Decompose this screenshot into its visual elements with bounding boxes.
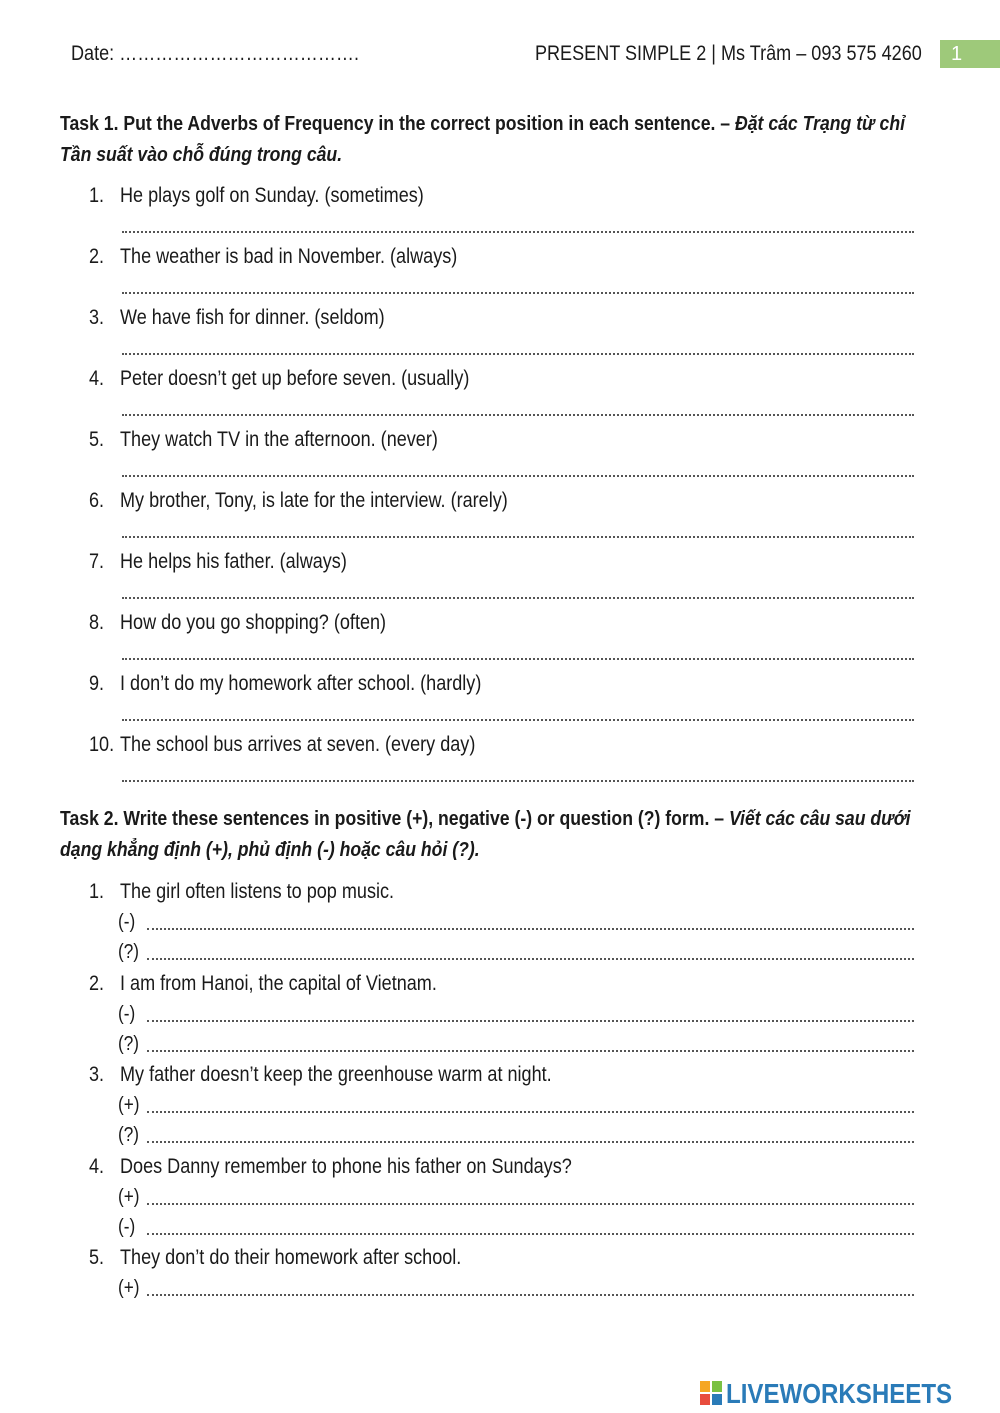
task1-title-vn-1: Đặt các Trạng từ chỉ <box>735 112 906 135</box>
task2-title-vn-2: dạng khẳng định (+), phủ định (-) hoặc câu hỏi (?). <box>60 838 480 861</box>
item-sentence: The weather is bad in November. (always) <box>120 245 458 268</box>
item-sentence: My father doesn’t keep the greenhouse warm at night. <box>120 1063 552 1086</box>
task1-item <box>89 488 914 548</box>
task1-heading <box>60 108 950 170</box>
answer-form-label: (+) <box>118 1277 140 1299</box>
item-number: 6. <box>89 489 105 512</box>
answer-row <box>118 910 914 934</box>
liveworksheets-logo[interactable] <box>700 1378 992 1410</box>
item-sentence: They don’t do their homework after school. <box>120 1246 462 1269</box>
answer-row <box>118 1215 914 1239</box>
task1-item <box>89 366 914 426</box>
answer-line[interactable] <box>122 780 914 782</box>
answer-row <box>118 1002 914 1026</box>
answer-line[interactable] <box>122 658 914 660</box>
item-sentence: How do you go shopping? (often) <box>120 611 387 634</box>
date-label: Date: …………………………………. <box>71 42 359 65</box>
answer-form-label: (?) <box>118 1032 140 1055</box>
answer-row <box>118 1123 914 1147</box>
task1-title-vn-2: Tần suất vào chỗ đúng trong câu. <box>60 143 343 166</box>
item-number: 1. <box>89 880 105 903</box>
answer-line[interactable] <box>147 1050 914 1052</box>
task2-item <box>89 879 914 970</box>
answer-line[interactable] <box>122 231 914 233</box>
answer-line[interactable] <box>122 719 914 721</box>
answer-line[interactable] <box>147 958 914 960</box>
item-number: 2. <box>89 245 105 268</box>
item-sentence: I am from Hanoi, the capital of Vietnam. <box>120 971 437 995</box>
task1-item <box>89 183 914 243</box>
liveworksheets-logo-icon <box>700 1381 722 1405</box>
answer-line[interactable] <box>147 1111 914 1113</box>
answer-line[interactable] <box>122 292 914 294</box>
item-number: 4. <box>89 367 105 390</box>
task2-title-vn-1: Viết các câu sau dưới <box>728 807 911 830</box>
answer-line[interactable] <box>147 1141 914 1143</box>
answer-line[interactable] <box>122 597 914 599</box>
task1-item <box>89 305 914 365</box>
answer-line[interactable] <box>122 475 914 477</box>
item-sentence: Does Danny remember to phone his father on Sundays? <box>120 1154 572 1178</box>
answer-row <box>118 1276 914 1300</box>
item-number: 8. <box>89 611 105 634</box>
item-number: 4. <box>89 1154 105 1178</box>
item-number: 2. <box>89 971 105 995</box>
answer-line[interactable] <box>147 928 914 930</box>
task2-item <box>89 1154 914 1245</box>
item-sentence: The school bus arrives at seven. (every day) <box>120 733 476 756</box>
answer-row <box>118 1093 914 1117</box>
task2-item <box>89 971 914 1062</box>
item-sentence: Peter doesn’t get up before seven. (usually) <box>120 367 470 390</box>
task2-heading <box>60 803 950 865</box>
item-number: 1. <box>89 184 105 207</box>
item-number: 3. <box>89 306 105 329</box>
answer-row <box>118 1032 914 1056</box>
item-sentence: He helps his father. (always) <box>120 550 347 573</box>
item-sentence: He plays golf on Sunday. (sometimes) <box>120 184 424 207</box>
page-number-tab: 1 <box>940 40 1000 68</box>
task1-item <box>89 732 914 792</box>
item-sentence: The girl often listens to pop music. <box>120 880 395 903</box>
item-number: 3. <box>89 1063 105 1086</box>
item-sentence: They watch TV in the afternoon. (never) <box>120 428 438 451</box>
answer-line[interactable] <box>147 1233 914 1235</box>
task2-item <box>89 1245 914 1306</box>
answer-form-label: (-) <box>118 1002 136 1025</box>
answer-line[interactable] <box>147 1020 914 1022</box>
answer-row <box>118 1185 914 1209</box>
answer-line[interactable] <box>147 1294 914 1296</box>
answer-form-label: (+) <box>118 1094 140 1116</box>
answer-form-label: (-) <box>118 911 136 933</box>
answer-line[interactable] <box>122 353 914 355</box>
page-header <box>0 40 1000 70</box>
answer-row <box>118 940 914 964</box>
item-number: 10. <box>89 733 115 756</box>
task2-title-en: Task 2. Write these sentences in positive (+), negative (-) or question (?) form. – <box>60 807 729 830</box>
task1-item <box>89 244 914 304</box>
item-number: 9. <box>89 672 105 695</box>
worksheet-title: PRESENT SIMPLE 2 | Ms Trâm – 093 575 4260 <box>535 42 922 65</box>
answer-form-label: (?) <box>118 941 140 963</box>
task1-title-en: Task 1. Put the Adverbs of Frequency in the correct position in each sentence. – <box>60 112 736 135</box>
task1-item <box>89 671 914 731</box>
item-sentence: I don’t do my homework after school. (hardly) <box>120 672 482 695</box>
item-number: 7. <box>89 550 105 573</box>
item-sentence: My brother, Tony, is late for the interview. (rarely) <box>120 489 508 512</box>
answer-form-label: (-) <box>118 1215 136 1238</box>
logo-text: LIVEWORKSHEETS <box>726 1378 953 1409</box>
task1-item <box>89 610 914 670</box>
item-sentence: We have fish for dinner. (seldom) <box>120 306 385 329</box>
answer-form-label: (?) <box>118 1124 140 1146</box>
task1-item <box>89 427 914 487</box>
item-number: 5. <box>89 428 105 451</box>
item-number: 5. <box>89 1246 105 1269</box>
answer-line[interactable] <box>147 1203 914 1205</box>
task2-item <box>89 1062 914 1153</box>
answer-line[interactable] <box>122 536 914 538</box>
task1-item <box>89 549 914 609</box>
answer-line[interactable] <box>122 414 914 416</box>
answer-form-label: (+) <box>118 1185 140 1208</box>
